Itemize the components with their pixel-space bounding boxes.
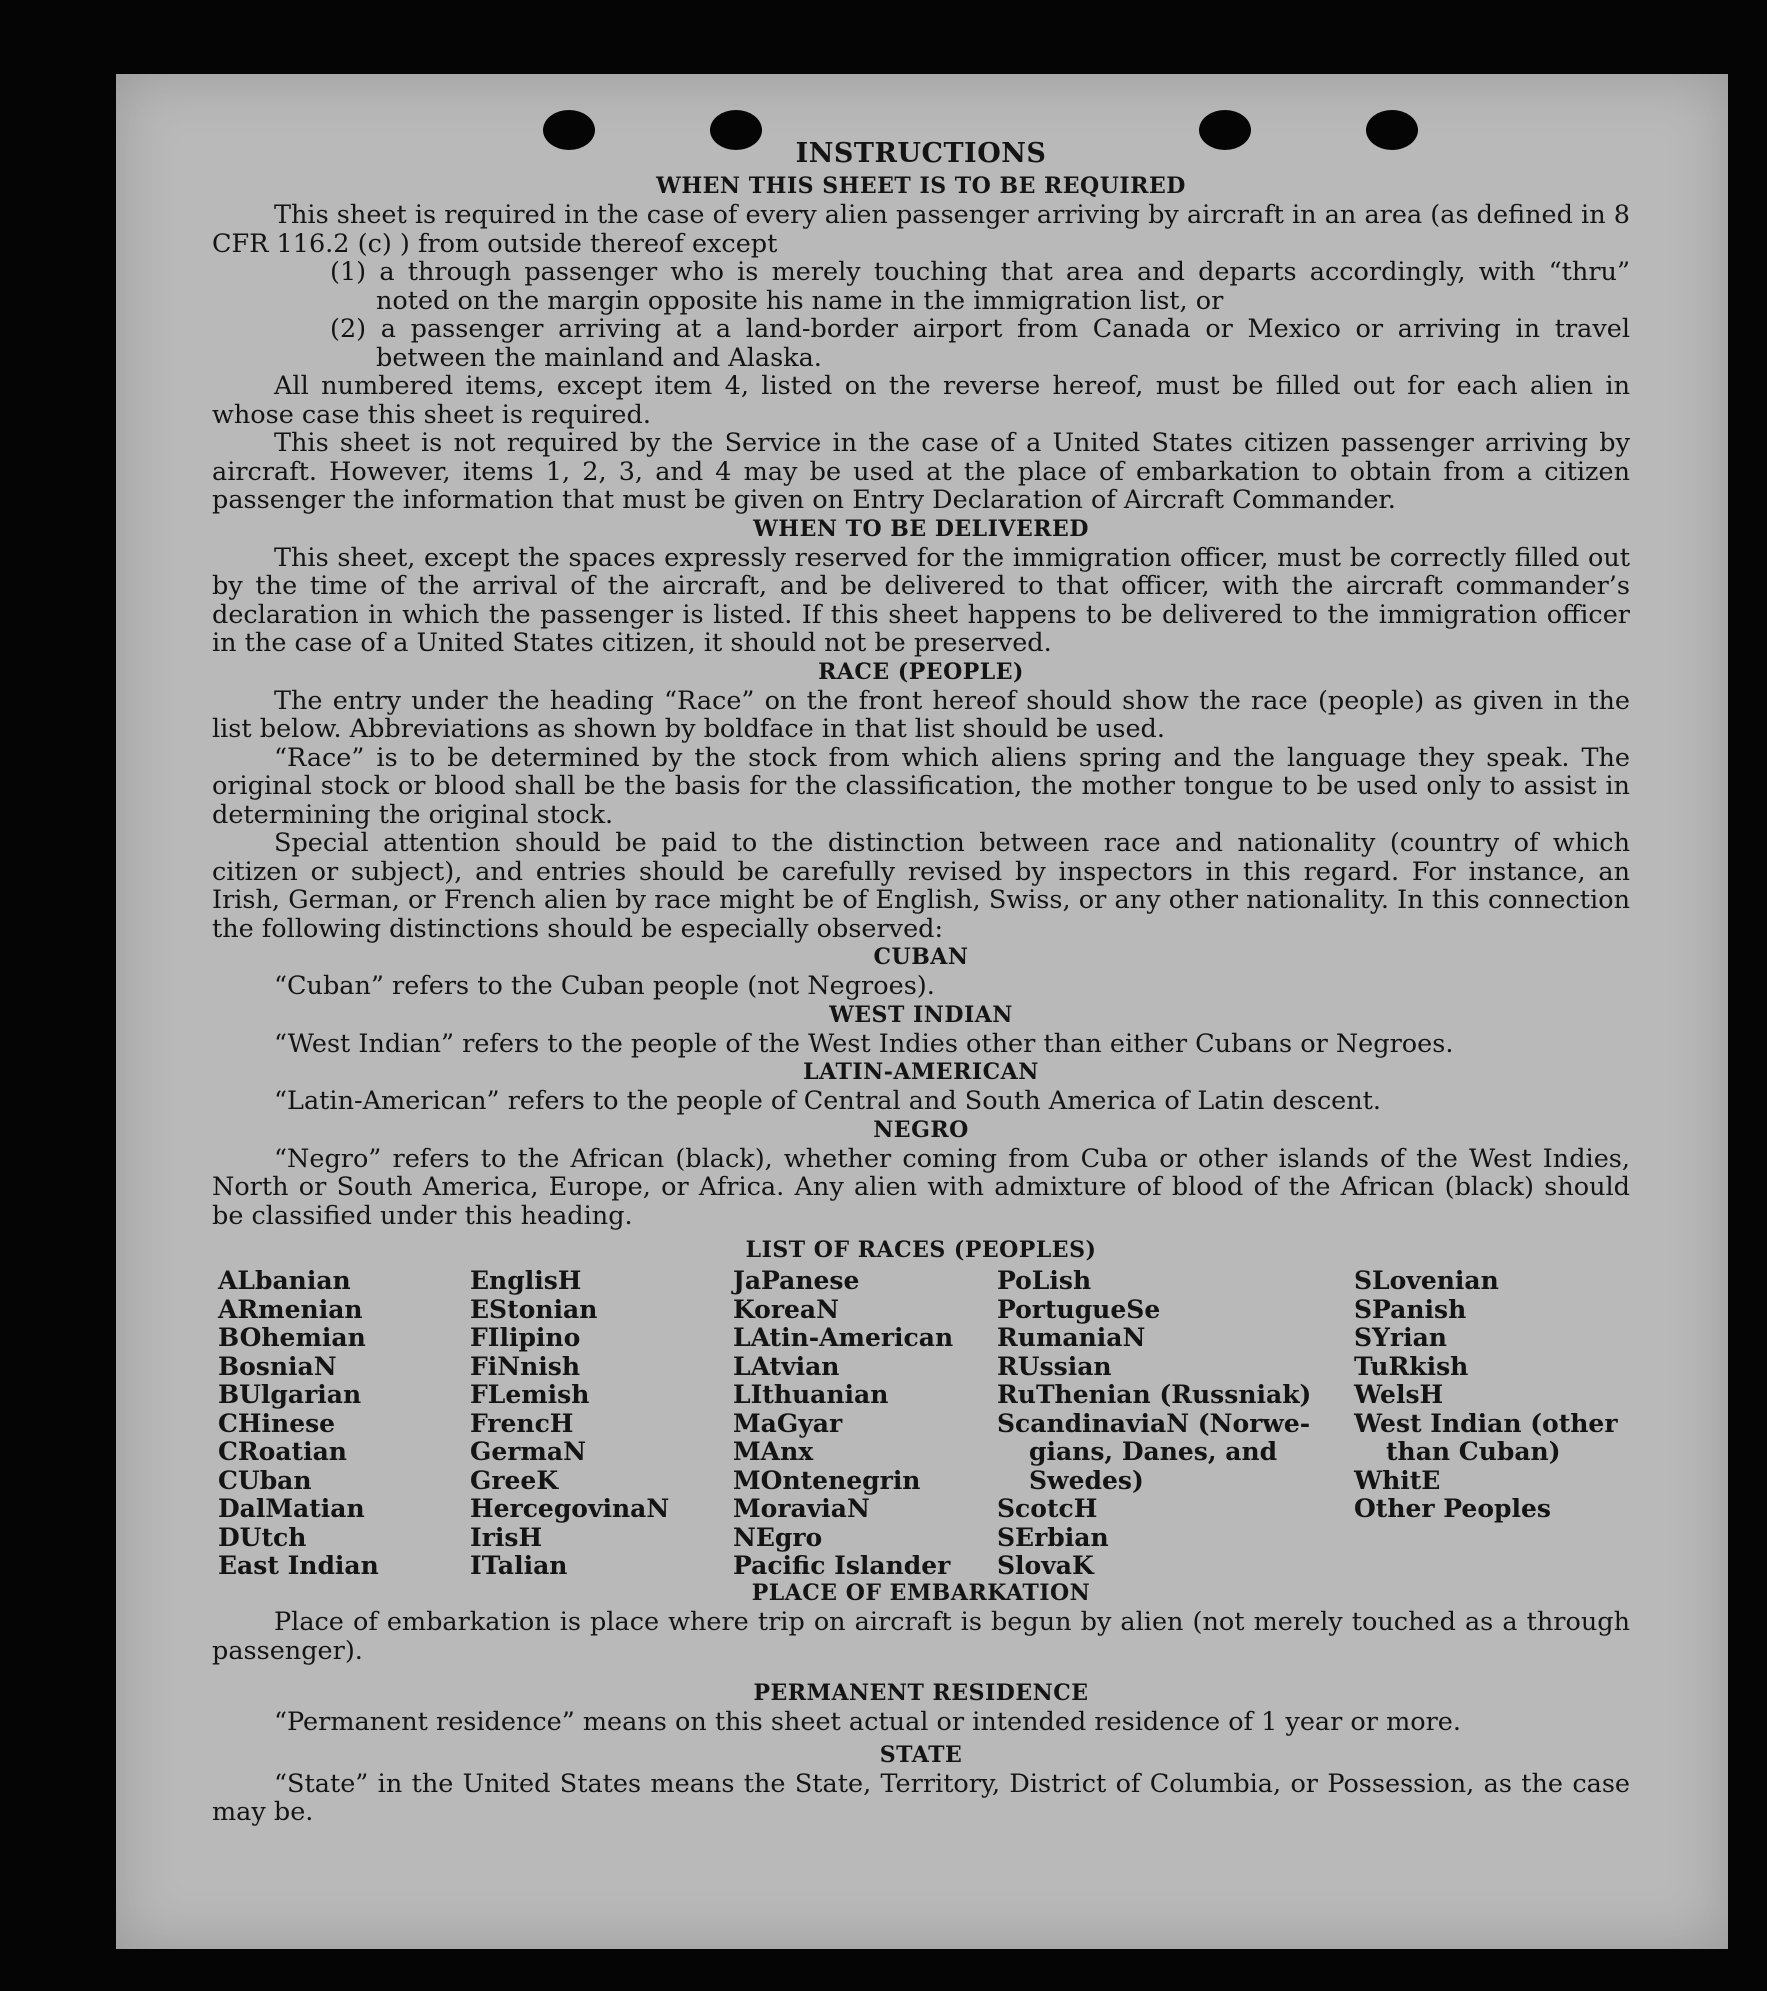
- heading-permanent-residence: PERMANENT RESIDENCE: [753, 1680, 1089, 1706]
- race-item: FiNnish: [470, 1351, 581, 1381]
- race-item: MoraviaN: [733, 1494, 870, 1523]
- required-item-2: (2) a passenger arriving at a land-border airport from Canada or Mexico or arriving in travel between the mainland and Alaska.: [330, 314, 1630, 373]
- race-item: ALbanian: [218, 1266, 351, 1295]
- race-item: East Indian: [218, 1551, 379, 1580]
- race-item: CRoatian: [218, 1437, 347, 1466]
- race-item: EnglisH: [470, 1266, 582, 1295]
- race-item: WelsH: [1354, 1380, 1444, 1409]
- heading-negro: NEGRO: [873, 1116, 969, 1143]
- heading-latin-american: LATIN-AMERICAN: [803, 1059, 1039, 1085]
- race-item: JaPanese: [733, 1266, 860, 1295]
- race-item: gians, Danes, and: [1029, 1437, 1278, 1466]
- race-item: KoreaN: [733, 1294, 839, 1324]
- race-item: Swedes): [1029, 1465, 1144, 1495]
- heading-race: RACE (PEOPLE): [818, 658, 1024, 685]
- race-item: SPanish: [1354, 1294, 1467, 1324]
- races-column-1: [218, 1267, 379, 1581]
- heading-list-of-races: LIST OF RACES (PEOPLES): [745, 1237, 1097, 1263]
- race-item: ScandinaviaN (Norwe-: [997, 1408, 1311, 1438]
- race-item: MOntenegrin: [733, 1465, 921, 1495]
- race-item: CHinese: [218, 1408, 336, 1438]
- race-item: ARmenian: [218, 1294, 363, 1324]
- race-paragraph-2: “Race” is to be determined by the stock from which aliens spring and the language they speak. The original stock or blood shall be the basis for the classification, the mother tongue to be used only to assist in determining the original stock.: [212, 742, 1630, 830]
- west-indian-text: “West Indian” refers to the people of the West Indies other than either Cubans or Negroes.: [274, 1028, 1454, 1059]
- race-item: PoLish: [997, 1266, 1092, 1295]
- race-item: NEgro: [733, 1522, 823, 1552]
- race-item: TuRkish: [1354, 1351, 1469, 1381]
- latin-american-text: “Latin-American” refers to the people of Central and South America of Latin descent.: [274, 1086, 1382, 1116]
- race-item: RuThenian (Russniak): [997, 1380, 1312, 1409]
- delivered-text: This sheet, except the spaces expressly reserved for the immigration officer, must be correctly filled out by the time of the arrival of the aircraft, and be delivered to that officer, with the aircraft commander’s declaration in which the passenger is listed. If this sheet happens to be delivered to the immigration officer in the case of a United States citizen, it should not be preserved.: [212, 542, 1630, 658]
- heading-state: STATE: [879, 1741, 963, 1768]
- race-item: LAtin-American: [733, 1323, 954, 1352]
- races-column-2: [470, 1267, 669, 1581]
- race-item: SYrian: [1354, 1323, 1447, 1352]
- required-item-1: (1) a through passenger who is merely touching that area and departs accordingly, with “thru” noted on the margin opposite his name in the immigration list, or: [330, 257, 1630, 316]
- numbered-items-text: All numbered items, except item 4, listed on the reverse hereof, must be filled out for each alien in whose case this sheet is required.: [212, 371, 1630, 430]
- race-item: IrisH: [470, 1522, 543, 1552]
- race-item: FrencH: [470, 1408, 574, 1438]
- race-item: MaGyar: [733, 1408, 843, 1438]
- race-item: FIlipino: [470, 1323, 581, 1352]
- citizen-text: This sheet is not required by the Service in the case of a United States citizen passenger arriving by aircraft. However, items 1, 2, 3, and 4 may be used at the place of embarkation to obtain from a citizen passenger the information that must be given on Entry Declaration of Aircraft Commander.: [212, 428, 1630, 515]
- required-intro: This sheet is required in the case of every alien passenger arriving by aircraft in an area (as defined in 8 CFR 116.2 (c) ) from outside thereof except: [212, 200, 1630, 259]
- negro-text: “Negro” refers to the African (black), whether coming from Cuba or other islands of the West Indies, North or South America, Europe, or Africa. Any alien with admixture of blood of the African (black) should be classified under this heading.: [212, 1143, 1630, 1231]
- race-item: BOhemian: [218, 1323, 366, 1352]
- races-list: [212, 1267, 1630, 1579]
- heading-cuban: CUBAN: [873, 944, 969, 970]
- race-item: West Indian (other: [1354, 1408, 1618, 1438]
- race-item: ScotcH: [997, 1494, 1098, 1523]
- race-item: SlovaK: [997, 1551, 1094, 1580]
- embarkation-text: Place of embarkation is place where trip on aircraft is begun by alien (not merely touched as a through passenger).: [212, 1607, 1630, 1666]
- race-item: GermaN: [470, 1437, 586, 1466]
- heading-required: WHEN THIS SHEET IS TO BE REQUIRED: [656, 173, 1186, 199]
- race-item: GreeK: [470, 1465, 559, 1495]
- heading-west-indian: WEST INDIAN: [829, 1001, 1013, 1028]
- race-item: DalMatian: [218, 1494, 365, 1523]
- race-item: FLemish: [470, 1380, 590, 1409]
- races-column-4: [997, 1267, 1311, 1581]
- heading-delivered: WHEN TO BE DELIVERED: [753, 515, 1089, 542]
- race-item: DUtch: [218, 1522, 307, 1552]
- permanent-residence-text: “Permanent residence” means on this sheet actual or intended residence of 1 year or more.: [274, 1707, 1461, 1737]
- race-item: PortugueSe: [997, 1294, 1161, 1324]
- race-item: LAtvian: [733, 1351, 840, 1381]
- race-item: CUban: [218, 1465, 312, 1495]
- race-item: RumaniaN: [997, 1323, 1146, 1352]
- cuban-text: “Cuban” refers to the Cuban people (not Negroes).: [274, 971, 935, 1001]
- document-sheet: [116, 74, 1728, 1949]
- state-text: “State” in the United States means the State, Territory, District of Columbia, or Possession, as the case may be.: [212, 1768, 1630, 1827]
- race-item: RUssian: [997, 1351, 1112, 1381]
- race-item: EStonian: [470, 1294, 598, 1324]
- race-item: SLovenian: [1354, 1266, 1499, 1295]
- instructions-page: [212, 136, 1630, 1827]
- race-item: LIthuanian: [733, 1380, 889, 1409]
- race-item: ITalian: [470, 1551, 568, 1580]
- race-item: BosniaN: [218, 1351, 337, 1381]
- race-item: than Cuban): [1386, 1437, 1561, 1466]
- race-item: MAnx: [733, 1437, 814, 1466]
- race-item: Pacific Islander: [733, 1551, 951, 1580]
- race-paragraph-3: Special attention should be paid to the distinction between race and nationality (country of which citizen or subject), and entries should be carefully revised by inspectors in this regard. For instance, an Irish, German, or French alien by race might be of English, Swiss, or any other nationality. In this connection the following distinctions should be especially observed:: [212, 828, 1630, 944]
- page-title: INSTRUCTIONS: [795, 138, 1047, 169]
- race-item: Other Peoples: [1354, 1494, 1551, 1523]
- race-item: HercegovinaN: [470, 1494, 670, 1523]
- heading-embarkation: PLACE OF EMBARKATION: [751, 1580, 1091, 1606]
- races-column-3: [733, 1267, 953, 1581]
- race-item: WhitE: [1354, 1465, 1441, 1495]
- races-column-5: [1354, 1267, 1618, 1524]
- race-item: SErbian: [997, 1522, 1109, 1552]
- race-item: BUlgarian: [218, 1380, 362, 1409]
- race-paragraph-1: The entry under the heading “Race” on the front hereof should show the race (people) as given in the list below. Abbreviations as shown by boldface in that list should be used.: [212, 685, 1630, 744]
